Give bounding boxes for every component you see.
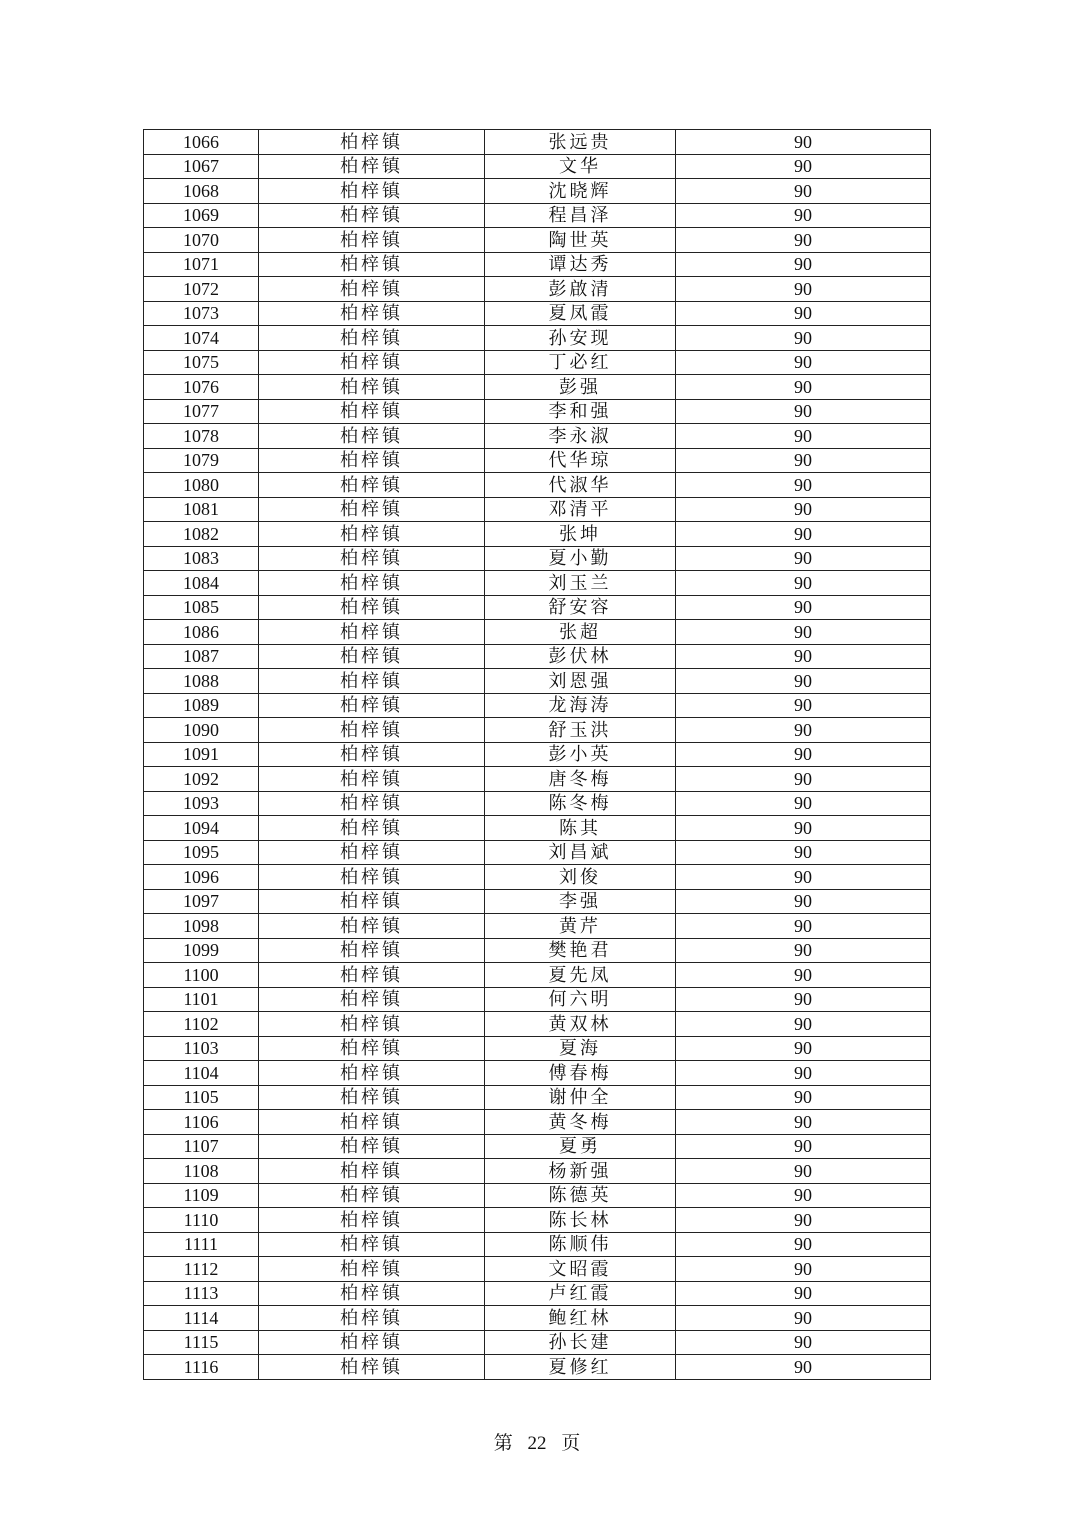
table-row <box>144 350 931 375</box>
row-number-cell: 1084 <box>144 571 259 596</box>
town-cell: 柏梓镇 <box>259 1208 485 1233</box>
row-number-cell: 1068 <box>144 179 259 204</box>
name-cell: 程昌泽 <box>485 203 676 228</box>
table-row <box>144 1281 931 1306</box>
town-cell: 柏梓镇 <box>259 424 485 449</box>
name-cell: 孙长建 <box>485 1330 676 1355</box>
score-cell: 90 <box>676 326 931 351</box>
town-cell: 柏梓镇 <box>259 522 485 547</box>
name-cell: 谢仲全 <box>485 1085 676 1110</box>
score-cell: 90 <box>676 1159 931 1184</box>
row-number-cell: 1107 <box>144 1134 259 1159</box>
name-cell: 陶世英 <box>485 228 676 253</box>
table-row <box>144 889 931 914</box>
table-row <box>144 1232 931 1257</box>
name-cell: 刘俊 <box>485 865 676 890</box>
table-row <box>144 571 931 596</box>
row-number-cell: 1080 <box>144 473 259 498</box>
score-cell: 90 <box>676 914 931 939</box>
score-cell: 90 <box>676 522 931 547</box>
table-row <box>144 1183 931 1208</box>
row-number-cell: 1069 <box>144 203 259 228</box>
name-cell: 陈长林 <box>485 1208 676 1233</box>
table-row <box>144 865 931 890</box>
table-row <box>144 154 931 179</box>
town-cell: 柏梓镇 <box>259 791 485 816</box>
table-row <box>144 1134 931 1159</box>
name-cell: 何六明 <box>485 987 676 1012</box>
row-number-cell: 1087 <box>144 644 259 669</box>
score-cell: 90 <box>676 791 931 816</box>
table-row <box>144 987 931 1012</box>
table-row <box>144 1257 931 1282</box>
table-row <box>144 963 931 988</box>
row-number-cell: 1081 <box>144 497 259 522</box>
table-row <box>144 497 931 522</box>
town-cell: 柏梓镇 <box>259 203 485 228</box>
score-cell: 90 <box>676 179 931 204</box>
row-number-cell: 1098 <box>144 914 259 939</box>
row-number-cell: 1114 <box>144 1306 259 1331</box>
town-cell: 柏梓镇 <box>259 669 485 694</box>
row-number-cell: 1075 <box>144 350 259 375</box>
town-cell: 柏梓镇 <box>259 938 485 963</box>
score-cell: 90 <box>676 1085 931 1110</box>
name-cell: 夏凤霞 <box>485 301 676 326</box>
score-cell: 90 <box>676 816 931 841</box>
table-row <box>144 424 931 449</box>
row-number-cell: 1082 <box>144 522 259 547</box>
table-row <box>144 1330 931 1355</box>
name-cell: 刘昌斌 <box>485 840 676 865</box>
row-number-cell: 1094 <box>144 816 259 841</box>
town-cell: 柏梓镇 <box>259 179 485 204</box>
town-cell: 柏梓镇 <box>259 277 485 302</box>
name-cell: 夏修红 <box>485 1355 676 1380</box>
page-number: 22 <box>527 1433 547 1454</box>
name-cell: 陈其 <box>485 816 676 841</box>
table-row <box>144 277 931 302</box>
name-cell: 丁必红 <box>485 350 676 375</box>
row-number-cell: 1101 <box>144 987 259 1012</box>
roster-table <box>143 129 931 1380</box>
town-cell: 柏梓镇 <box>259 1134 485 1159</box>
name-cell: 卢红霞 <box>485 1281 676 1306</box>
name-cell: 黄芹 <box>485 914 676 939</box>
table-row <box>144 938 931 963</box>
name-cell: 彭小英 <box>485 742 676 767</box>
row-number-cell: 1079 <box>144 448 259 473</box>
row-number-cell: 1077 <box>144 399 259 424</box>
town-cell: 柏梓镇 <box>259 1110 485 1135</box>
town-cell: 柏梓镇 <box>259 644 485 669</box>
score-cell: 90 <box>676 889 931 914</box>
town-cell: 柏梓镇 <box>259 326 485 351</box>
score-cell: 90 <box>676 301 931 326</box>
name-cell: 杨新强 <box>485 1159 676 1184</box>
row-number-cell: 1078 <box>144 424 259 449</box>
town-cell: 柏梓镇 <box>259 1281 485 1306</box>
table-row <box>144 1110 931 1135</box>
score-cell: 90 <box>676 473 931 498</box>
score-cell: 90 <box>676 546 931 571</box>
table-row <box>144 448 931 473</box>
town-cell: 柏梓镇 <box>259 130 485 155</box>
table-row <box>144 301 931 326</box>
row-number-cell: 1095 <box>144 840 259 865</box>
town-cell: 柏梓镇 <box>259 1061 485 1086</box>
score-cell: 90 <box>676 1257 931 1282</box>
score-cell: 90 <box>676 938 931 963</box>
score-cell: 90 <box>676 571 931 596</box>
name-cell: 彭强 <box>485 375 676 400</box>
score-cell: 90 <box>676 277 931 302</box>
table-row <box>144 620 931 645</box>
score-cell: 90 <box>676 767 931 792</box>
score-cell: 90 <box>676 1134 931 1159</box>
score-cell: 90 <box>676 742 931 767</box>
row-number-cell: 1115 <box>144 1330 259 1355</box>
table-row <box>144 1355 931 1380</box>
name-cell: 张远贵 <box>485 130 676 155</box>
town-cell: 柏梓镇 <box>259 963 485 988</box>
row-number-cell: 1071 <box>144 252 259 277</box>
table-row <box>144 644 931 669</box>
row-number-cell: 1093 <box>144 791 259 816</box>
town-cell: 柏梓镇 <box>259 693 485 718</box>
town-cell: 柏梓镇 <box>259 1159 485 1184</box>
name-cell: 唐冬梅 <box>485 767 676 792</box>
table-row <box>144 1036 931 1061</box>
table-row <box>144 1159 931 1184</box>
town-cell: 柏梓镇 <box>259 595 485 620</box>
score-cell: 90 <box>676 1183 931 1208</box>
name-cell: 刘恩强 <box>485 669 676 694</box>
table-row <box>144 693 931 718</box>
score-cell: 90 <box>676 620 931 645</box>
town-cell: 柏梓镇 <box>259 718 485 743</box>
name-cell: 夏勇 <box>485 1134 676 1159</box>
name-cell: 李和强 <box>485 399 676 424</box>
name-cell: 张坤 <box>485 522 676 547</box>
town-cell: 柏梓镇 <box>259 987 485 1012</box>
row-number-cell: 1104 <box>144 1061 259 1086</box>
score-cell: 90 <box>676 497 931 522</box>
town-cell: 柏梓镇 <box>259 914 485 939</box>
name-cell: 沈晓辉 <box>485 179 676 204</box>
name-cell: 李永淑 <box>485 424 676 449</box>
row-number-cell: 1066 <box>144 130 259 155</box>
name-cell: 黄冬梅 <box>485 1110 676 1135</box>
page-footer-prefix: 第 <box>493 1433 513 1454</box>
name-cell: 文昭霞 <box>485 1257 676 1282</box>
row-number-cell: 1086 <box>144 620 259 645</box>
row-number-cell: 1109 <box>144 1183 259 1208</box>
score-cell: 90 <box>676 693 931 718</box>
score-cell: 90 <box>676 154 931 179</box>
town-cell: 柏梓镇 <box>259 301 485 326</box>
table-row <box>144 1061 931 1086</box>
table-row <box>144 718 931 743</box>
row-number-cell: 1076 <box>144 375 259 400</box>
town-cell: 柏梓镇 <box>259 742 485 767</box>
table-row <box>144 252 931 277</box>
name-cell: 彭伏林 <box>485 644 676 669</box>
row-number-cell: 1100 <box>144 963 259 988</box>
name-cell: 彭啟清 <box>485 277 676 302</box>
row-number-cell: 1091 <box>144 742 259 767</box>
town-cell: 柏梓镇 <box>259 1012 485 1037</box>
name-cell: 傅春梅 <box>485 1061 676 1086</box>
row-number-cell: 1074 <box>144 326 259 351</box>
row-number-cell: 1072 <box>144 277 259 302</box>
table-row <box>144 816 931 841</box>
town-cell: 柏梓镇 <box>259 767 485 792</box>
row-number-cell: 1097 <box>144 889 259 914</box>
score-cell: 90 <box>676 1036 931 1061</box>
name-cell: 代华琼 <box>485 448 676 473</box>
table-row <box>144 840 931 865</box>
score-cell: 90 <box>676 669 931 694</box>
town-cell: 柏梓镇 <box>259 546 485 571</box>
table-row <box>144 130 931 155</box>
score-cell: 90 <box>676 1281 931 1306</box>
row-number-cell: 1070 <box>144 228 259 253</box>
score-cell: 90 <box>676 987 931 1012</box>
name-cell: 陈冬梅 <box>485 791 676 816</box>
row-number-cell: 1106 <box>144 1110 259 1135</box>
score-cell: 90 <box>676 350 931 375</box>
town-cell: 柏梓镇 <box>259 889 485 914</box>
name-cell: 孙安现 <box>485 326 676 351</box>
town-cell: 柏梓镇 <box>259 228 485 253</box>
score-cell: 90 <box>676 1012 931 1037</box>
score-cell: 90 <box>676 203 931 228</box>
name-cell: 舒玉洪 <box>485 718 676 743</box>
name-cell: 代淑华 <box>485 473 676 498</box>
row-number-cell: 1099 <box>144 938 259 963</box>
row-number-cell: 1102 <box>144 1012 259 1037</box>
name-cell: 夏海 <box>485 1036 676 1061</box>
row-number-cell: 1088 <box>144 669 259 694</box>
town-cell: 柏梓镇 <box>259 620 485 645</box>
row-number-cell: 1116 <box>144 1355 259 1380</box>
score-cell: 90 <box>676 424 931 449</box>
row-number-cell: 1089 <box>144 693 259 718</box>
town-cell: 柏梓镇 <box>259 252 485 277</box>
name-cell: 刘玉兰 <box>485 571 676 596</box>
name-cell: 邓清平 <box>485 497 676 522</box>
town-cell: 柏梓镇 <box>259 1355 485 1380</box>
row-number-cell: 1105 <box>144 1085 259 1110</box>
table-row <box>144 914 931 939</box>
row-number-cell: 1085 <box>144 595 259 620</box>
page-footer-suffix: 页 <box>561 1433 581 1454</box>
row-number-cell: 1103 <box>144 1036 259 1061</box>
name-cell: 夏先凤 <box>485 963 676 988</box>
score-cell: 90 <box>676 252 931 277</box>
row-number-cell: 1110 <box>144 1208 259 1233</box>
table-row <box>144 203 931 228</box>
score-cell: 90 <box>676 399 931 424</box>
table-row <box>144 228 931 253</box>
town-cell: 柏梓镇 <box>259 1183 485 1208</box>
table-row <box>144 546 931 571</box>
name-cell: 夏小勤 <box>485 546 676 571</box>
town-cell: 柏梓镇 <box>259 154 485 179</box>
name-cell: 谭达秀 <box>485 252 676 277</box>
row-number-cell: 1113 <box>144 1281 259 1306</box>
score-cell: 90 <box>676 448 931 473</box>
name-cell: 黄双林 <box>485 1012 676 1037</box>
name-cell: 陈顺伟 <box>485 1232 676 1257</box>
table-row <box>144 522 931 547</box>
town-cell: 柏梓镇 <box>259 375 485 400</box>
town-cell: 柏梓镇 <box>259 865 485 890</box>
table-row <box>144 1012 931 1037</box>
table-row <box>144 1208 931 1233</box>
name-cell: 舒安容 <box>485 595 676 620</box>
score-cell: 90 <box>676 375 931 400</box>
row-number-cell: 1067 <box>144 154 259 179</box>
score-cell: 90 <box>676 1061 931 1086</box>
score-cell: 90 <box>676 963 931 988</box>
score-cell: 90 <box>676 1306 931 1331</box>
table-row <box>144 375 931 400</box>
table-row <box>144 326 931 351</box>
name-cell: 樊艳君 <box>485 938 676 963</box>
town-cell: 柏梓镇 <box>259 571 485 596</box>
name-cell: 李强 <box>485 889 676 914</box>
row-number-cell: 1092 <box>144 767 259 792</box>
town-cell: 柏梓镇 <box>259 350 485 375</box>
row-number-cell: 1111 <box>144 1232 259 1257</box>
score-cell: 90 <box>676 840 931 865</box>
roster-table-body <box>144 130 931 1380</box>
town-cell: 柏梓镇 <box>259 1232 485 1257</box>
row-number-cell: 1073 <box>144 301 259 326</box>
table-row <box>144 1085 931 1110</box>
row-number-cell: 1096 <box>144 865 259 890</box>
name-cell: 龙海涛 <box>485 693 676 718</box>
table-row <box>144 399 931 424</box>
name-cell: 陈德英 <box>485 1183 676 1208</box>
town-cell: 柏梓镇 <box>259 1085 485 1110</box>
score-cell: 90 <box>676 228 931 253</box>
score-cell: 90 <box>676 1330 931 1355</box>
score-cell: 90 <box>676 718 931 743</box>
score-cell: 90 <box>676 1355 931 1380</box>
town-cell: 柏梓镇 <box>259 1306 485 1331</box>
table-row <box>144 1306 931 1331</box>
score-cell: 90 <box>676 595 931 620</box>
table-row <box>144 742 931 767</box>
page-footer <box>0 1428 1074 1455</box>
town-cell: 柏梓镇 <box>259 448 485 473</box>
table-row <box>144 669 931 694</box>
score-cell: 90 <box>676 130 931 155</box>
table-row <box>144 767 931 792</box>
town-cell: 柏梓镇 <box>259 816 485 841</box>
score-cell: 90 <box>676 644 931 669</box>
score-cell: 90 <box>676 865 931 890</box>
town-cell: 柏梓镇 <box>259 399 485 424</box>
score-cell: 90 <box>676 1110 931 1135</box>
name-cell: 鲍红林 <box>485 1306 676 1331</box>
table-row <box>144 179 931 204</box>
town-cell: 柏梓镇 <box>259 473 485 498</box>
name-cell: 文华 <box>485 154 676 179</box>
town-cell: 柏梓镇 <box>259 1036 485 1061</box>
name-cell: 张超 <box>485 620 676 645</box>
table-row <box>144 595 931 620</box>
town-cell: 柏梓镇 <box>259 1257 485 1282</box>
score-cell: 90 <box>676 1232 931 1257</box>
row-number-cell: 1108 <box>144 1159 259 1184</box>
score-cell: 90 <box>676 1208 931 1233</box>
row-number-cell: 1083 <box>144 546 259 571</box>
town-cell: 柏梓镇 <box>259 1330 485 1355</box>
town-cell: 柏梓镇 <box>259 497 485 522</box>
table-row <box>144 791 931 816</box>
row-number-cell: 1112 <box>144 1257 259 1282</box>
town-cell: 柏梓镇 <box>259 840 485 865</box>
table-row <box>144 473 931 498</box>
row-number-cell: 1090 <box>144 718 259 743</box>
